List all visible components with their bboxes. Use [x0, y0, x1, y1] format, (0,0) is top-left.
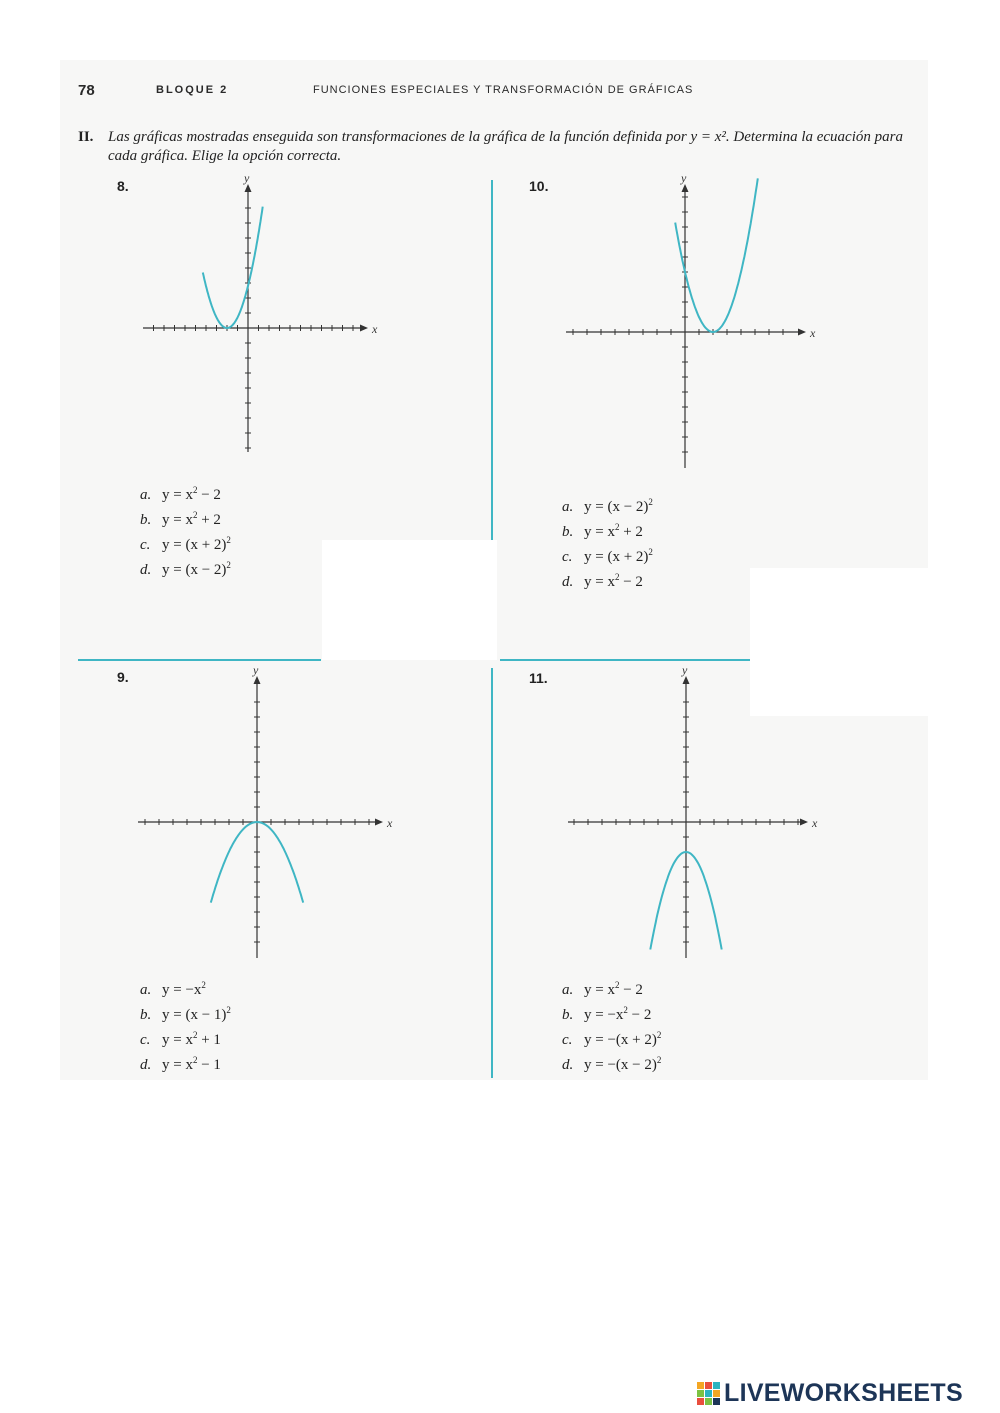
- option-exponent: 2: [226, 1005, 231, 1015]
- x-axis-label: x: [810, 326, 816, 340]
- liveworksheets-logo-icon: [696, 1380, 722, 1406]
- page-number: 78: [78, 82, 95, 99]
- option-letter: d.: [140, 1057, 152, 1073]
- y-axis-label: y: [244, 171, 250, 185]
- brand-name: LIVEWORKSHEETS: [724, 1378, 963, 1407]
- y-axis-label: y: [681, 171, 687, 185]
- question-11-option-c[interactable]: [562, 1025, 661, 1050]
- x-axis-arrow: [800, 819, 808, 826]
- option-expression: y = (x − 1): [162, 1007, 227, 1023]
- y-axis-label: y: [682, 663, 688, 677]
- option-expression-tail: + 2: [197, 512, 221, 528]
- option-expression: y = −(x + 2): [584, 1032, 657, 1048]
- option-expression: y = x: [162, 487, 193, 503]
- option-expression-tail: − 2: [619, 574, 643, 590]
- question-11-number: 11.: [529, 670, 548, 686]
- brand: [696, 1378, 963, 1408]
- option-letter: c.: [140, 1032, 151, 1048]
- option-expression-tail: − 2: [627, 1007, 652, 1023]
- option-letter: c.: [562, 1032, 573, 1048]
- option-expression: y = (x + 2): [162, 537, 227, 553]
- option-expression-tail: − 2: [619, 982, 643, 998]
- option-letter: b.: [562, 1007, 574, 1023]
- option-letter: c.: [562, 549, 573, 565]
- option-expression-tail: + 1: [197, 1032, 221, 1048]
- option-exponent: 2: [614, 522, 620, 532]
- x-axis-label: x: [812, 816, 818, 830]
- option-expression: y = −x: [162, 982, 202, 998]
- question-10-number: 10.: [529, 178, 549, 194]
- x-axis-label: x: [387, 816, 393, 830]
- option-exponent: 2: [192, 485, 198, 495]
- option-expression: y = x: [584, 524, 615, 540]
- option-expression-tail: + 2: [619, 524, 643, 540]
- option-letter: d.: [562, 574, 574, 590]
- instructions-text: Las gráficas mostradas enseguida son transformaciones de la gráfica de la función definida por y = x². Determina la ecuación para cada gráfica. Elige la opción correcta.: [108, 129, 903, 164]
- option-exponent: 2: [226, 535, 231, 545]
- instructions-number: II.: [78, 129, 94, 145]
- option-letter: a.: [140, 487, 152, 503]
- option-letter: b.: [562, 524, 574, 540]
- option-letter: b.: [140, 512, 152, 528]
- option-expression-tail: − 2: [197, 487, 221, 503]
- block-label: BLOQUE 2: [156, 84, 229, 96]
- question-11-option-a[interactable]: [562, 975, 661, 1000]
- question-9-number: 9.: [117, 669, 129, 685]
- question-8-number: 8.: [117, 178, 129, 194]
- option-letter: b.: [140, 1007, 152, 1023]
- question-11-option-b[interactable]: [562, 1000, 661, 1025]
- option-exponent: 2: [648, 497, 653, 507]
- question-11-options: [562, 975, 661, 1075]
- option-expression: y = x: [584, 574, 615, 590]
- y-axis-arrow: [683, 676, 690, 684]
- option-expression-tail: − 1: [197, 1057, 221, 1073]
- option-letter: c.: [140, 537, 151, 553]
- question-11-option-d[interactable]: [562, 1050, 661, 1075]
- option-expression: y = x: [162, 1057, 193, 1073]
- option-exponent: 2: [614, 572, 620, 582]
- x-axis-label: x: [372, 322, 378, 336]
- option-exponent: 2: [648, 547, 653, 557]
- option-expression: y = (x + 2): [584, 549, 649, 565]
- option-expression: y = −(x − 2): [584, 1057, 657, 1073]
- option-expression: y = x: [162, 1032, 193, 1048]
- option-exponent: 2: [656, 1030, 662, 1040]
- option-exponent: 2: [192, 510, 198, 520]
- option-exponent: 2: [614, 980, 620, 990]
- option-letter: a.: [140, 982, 152, 998]
- y-axis-label: y: [253, 663, 259, 677]
- option-exponent: 2: [192, 1055, 198, 1065]
- option-exponent: 2: [226, 560, 231, 570]
- option-exponent: 2: [623, 1005, 628, 1015]
- option-expression: y = (x − 2): [162, 562, 227, 578]
- option-exponent: 2: [201, 980, 206, 990]
- option-letter: a.: [562, 499, 574, 515]
- option-letter: a.: [562, 982, 574, 998]
- option-expression: y = x: [584, 982, 615, 998]
- chapter-title: FUNCIONES ESPECIALES Y TRANSFORMACIÓN DE GRÁFICAS: [313, 84, 694, 96]
- option-exponent: 2: [656, 1055, 662, 1065]
- option-letter: d.: [140, 562, 152, 578]
- option-expression: y = (x − 2): [584, 499, 649, 515]
- option-exponent: 2: [192, 1030, 198, 1040]
- option-expression: y = −x: [584, 1007, 624, 1023]
- option-letter: d.: [562, 1057, 574, 1073]
- option-expression: y = x: [162, 512, 193, 528]
